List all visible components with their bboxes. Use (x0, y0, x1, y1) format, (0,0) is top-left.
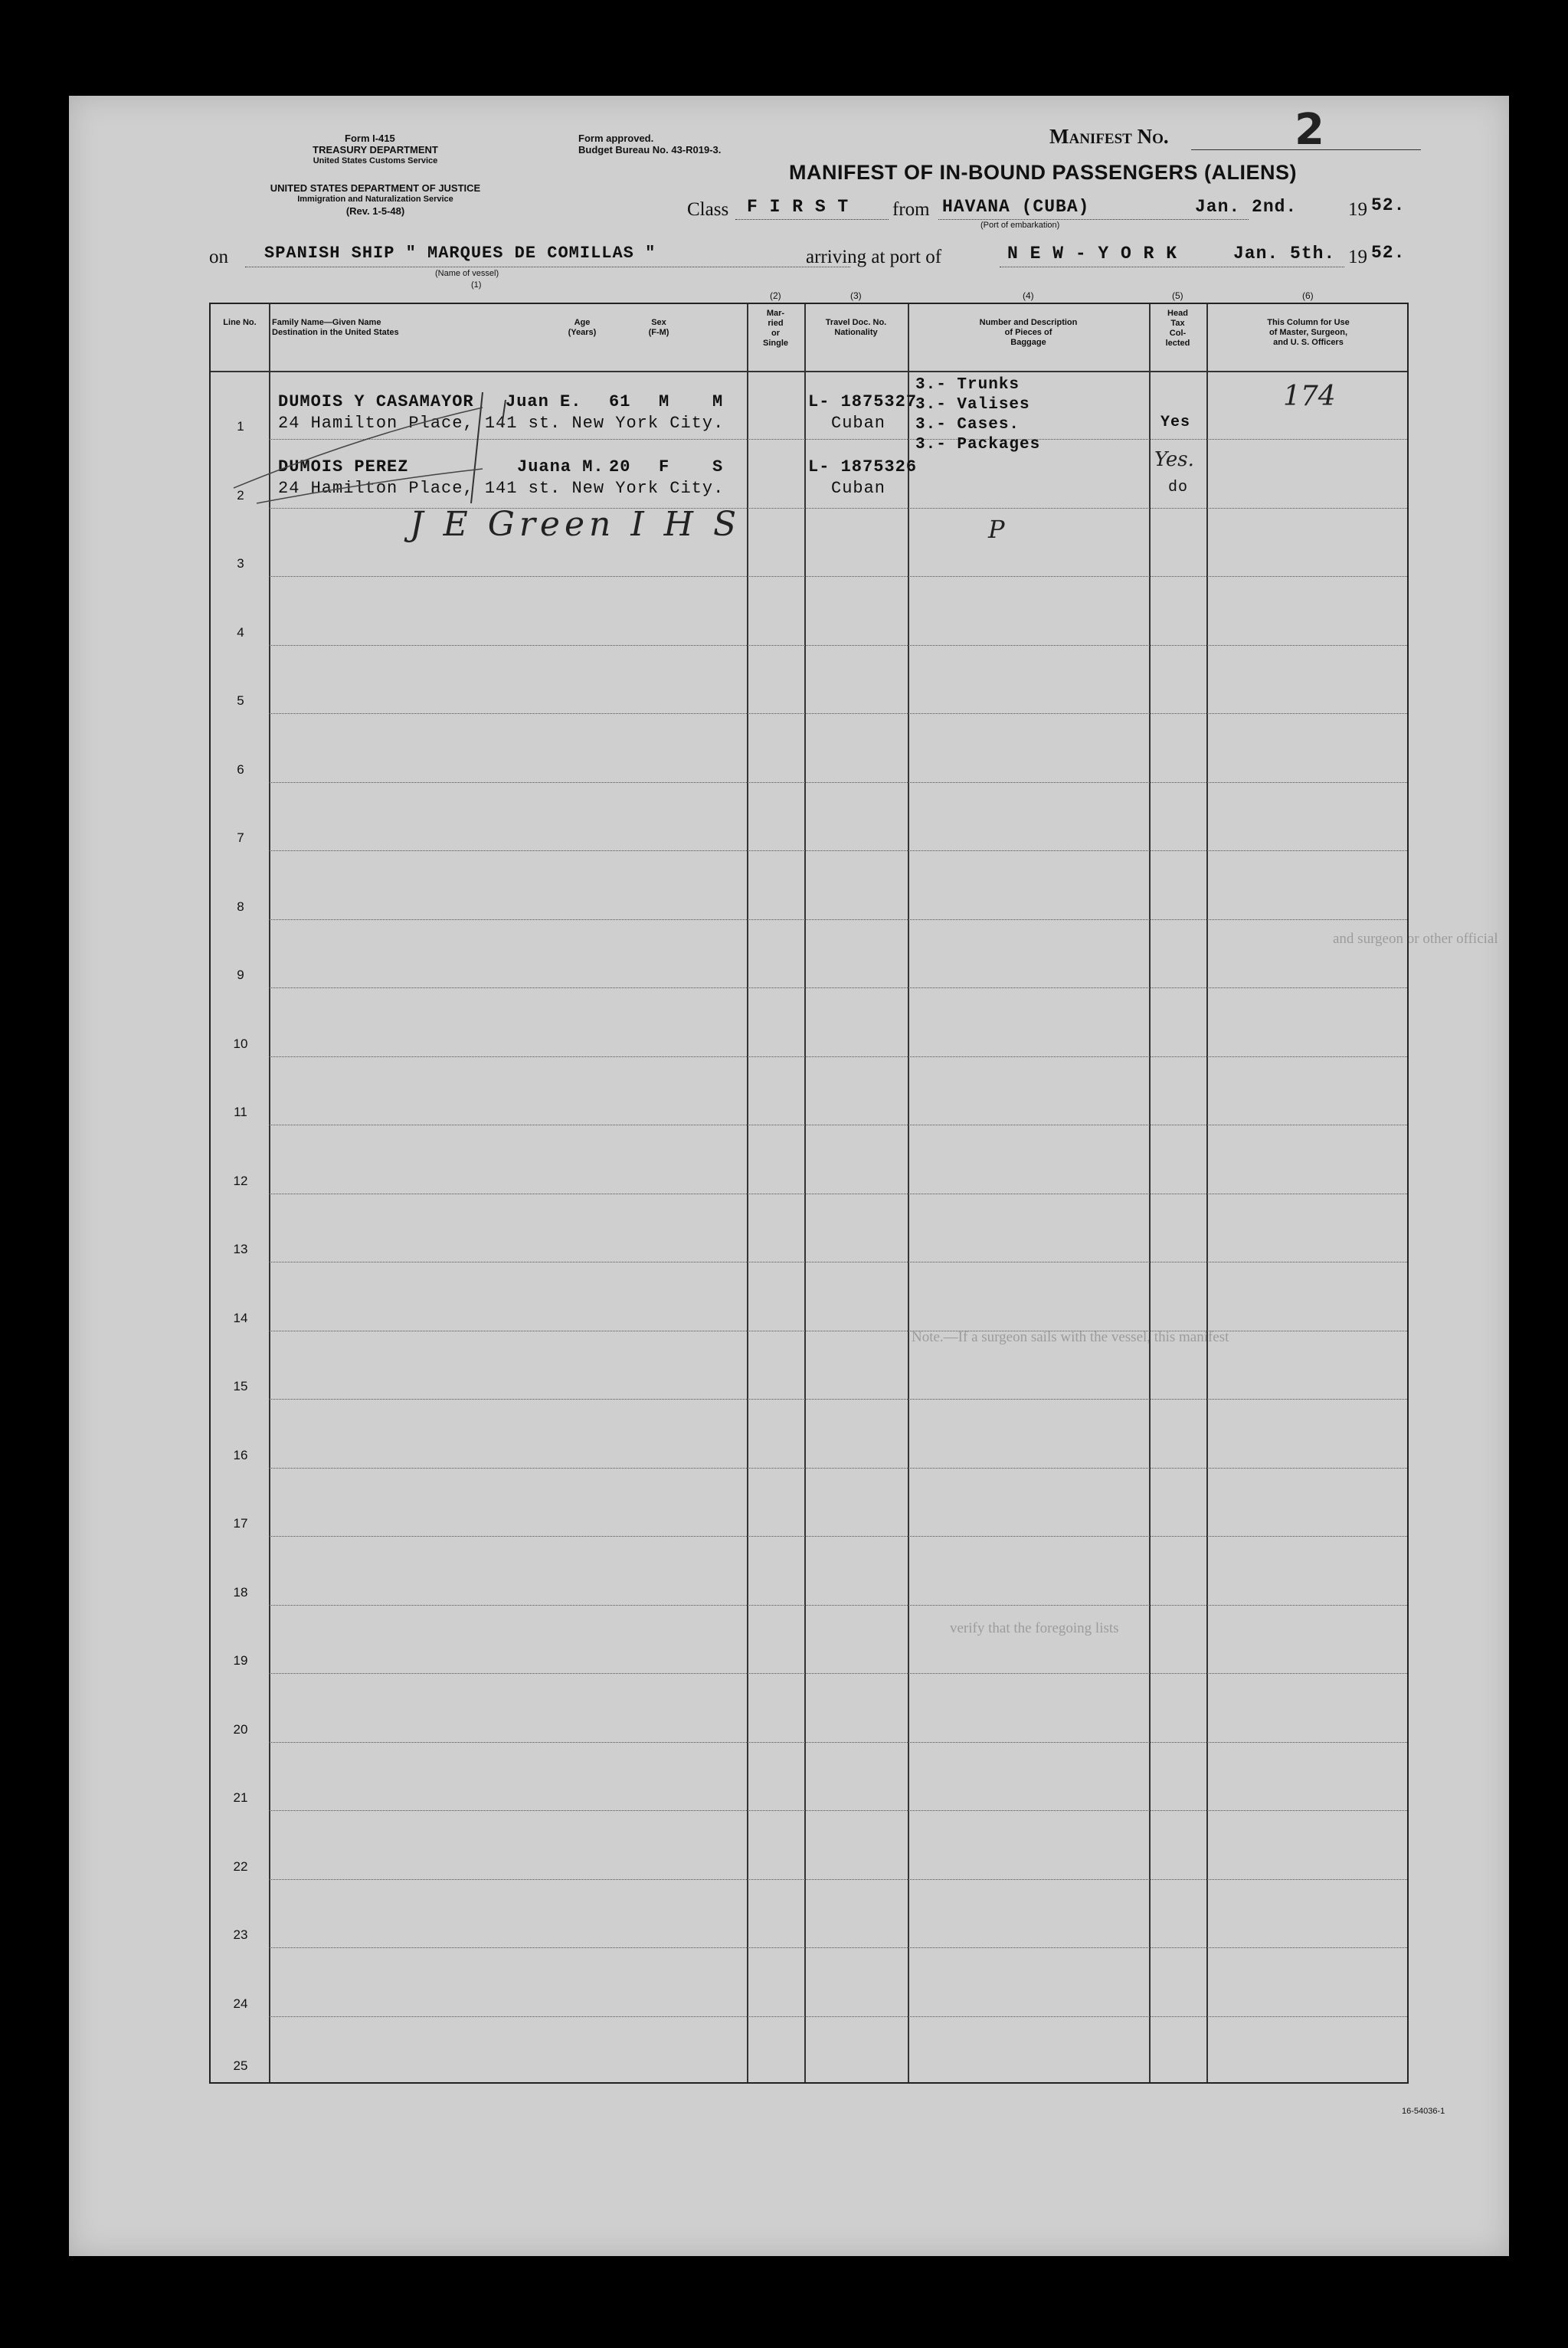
header-baggage: Number and Description of Pieces of Baggage (979, 318, 1078, 347)
class-underline (735, 219, 889, 220)
line-number: 4 (237, 625, 244, 640)
row-divider (269, 919, 1407, 920)
line-number: 9 (237, 968, 244, 982)
passenger-married: M (712, 392, 724, 411)
header-line-no: Line No. (223, 318, 257, 327)
passenger-doc-no: L- 1875327 (808, 392, 918, 411)
class-label: Class (687, 199, 729, 220)
form-approved: Form approved. (578, 133, 654, 144)
baggage-item: 3.- Packages (915, 436, 1041, 454)
passenger-nationality: Cuban (831, 414, 886, 433)
inspector-mark: P (988, 515, 1005, 544)
manifest-title: MANIFEST OF IN-BOUND PASSENGERS (ALIENS) (789, 161, 1298, 184)
col-number: (3) (850, 290, 862, 301)
class-value: F I R S T (747, 197, 849, 217)
passenger-age: 61 (609, 392, 631, 411)
year-arr: 52. (1371, 243, 1406, 263)
passenger-sex: M (659, 392, 670, 411)
handwritten-strokes (134, 304, 1334, 611)
baggage-item: 3.- Valises (915, 396, 1030, 414)
passenger-age: 20 (609, 457, 631, 476)
bleed-through-text: verify that the foregoing lists (950, 1620, 1119, 1636)
inspector-signature: J E Green I H S (410, 505, 741, 544)
line-number: 10 (233, 1036, 248, 1051)
customs-service: United States Customs Service (313, 156, 438, 165)
baggage-item: 3.- Cases. (915, 416, 1020, 434)
head-tax-collected: Yes (1160, 414, 1191, 431)
row-divider (269, 713, 1407, 714)
departure-date: Jan. 2nd. (1195, 197, 1298, 217)
row-divider (269, 987, 1407, 988)
arrival-port: N E W - Y O R K (1007, 244, 1178, 264)
on-label: on (209, 247, 228, 267)
col-number: (2) (770, 290, 781, 301)
arriving-label: arriving at port of (806, 247, 942, 267)
row-divider (269, 1810, 1407, 1811)
year-from: 52. (1371, 195, 1406, 215)
passenger-family-name: DUMOIS Y CASAMAYOR (278, 392, 474, 411)
header-married: Mar- ried or Single (762, 309, 788, 348)
col-number: (4) (1023, 290, 1034, 301)
arrival-date: Jan. 5th. (1233, 244, 1336, 264)
row-divider (269, 1879, 1407, 1880)
row-divider (269, 850, 1407, 851)
head-tax-handwritten: Yes. (1154, 448, 1194, 471)
line-number: 14 (233, 1311, 248, 1325)
line-number: 7 (237, 830, 244, 845)
line-number: 2 (237, 488, 244, 503)
manifest-no-label: Manifest No. (1049, 125, 1169, 148)
vessel-caption: (Name of vessel) (435, 269, 499, 278)
from-underline (938, 219, 1249, 220)
line-number: 15 (233, 1379, 248, 1393)
line-number: 6 (237, 762, 244, 777)
head-tax-collected: do (1168, 479, 1189, 496)
row-divider (269, 2016, 1407, 2017)
form-number: Form I-415 (345, 133, 395, 144)
officer-note: 174 (1283, 381, 1336, 412)
row-divider (269, 1468, 1407, 1469)
line-number: 25 (233, 2058, 248, 2073)
line-number: 8 (237, 899, 244, 914)
header-travel-doc: Travel Doc. No. Nationality (825, 318, 887, 337)
baggage-item: 3.- Trunks (915, 376, 1020, 394)
row-divider (269, 1947, 1407, 1948)
passenger-destination: 24 Hamilton Place, 141 st. New York City. (278, 414, 725, 433)
budget-bureau: Budget Bureau No. 43-R019-3. (578, 144, 722, 156)
line-number: 21 (233, 1790, 248, 1805)
manifest-number: 2 (1295, 105, 1324, 155)
line-number: 23 (233, 1927, 248, 1942)
header-sex: Sex (F-M) (648, 318, 669, 337)
embark-port: HAVANA (CUBA) (942, 197, 1090, 217)
row-divider (269, 1742, 1407, 1743)
passenger-sex: F (659, 457, 670, 476)
line-number: 1 (237, 419, 244, 434)
col-number: (6) (1302, 290, 1314, 301)
treasury-dept: TREASURY DEPARTMENT (313, 144, 438, 156)
passenger-nationality: Cuban (831, 479, 886, 498)
line-number: 19 (233, 1653, 248, 1668)
line-number: 3 (237, 556, 244, 571)
ins-service: Immigration and Naturalization Service (297, 195, 453, 204)
passenger-destination: 24 Hamilton Place, 141 st. New York City. (278, 479, 725, 498)
port-embark-caption: (Port of embarkation) (980, 221, 1060, 230)
bleed-through-text: Note.—If a surgeon sails with the vessel, this manifest (912, 1329, 1229, 1345)
row-divider (269, 1056, 1407, 1057)
passenger-doc-no: L- 1875326 (808, 457, 918, 476)
line-number: 5 (237, 693, 244, 708)
row-divider (269, 1399, 1407, 1400)
line-number: 20 (233, 1722, 248, 1737)
row-divider (269, 1536, 1407, 1537)
line-number: 18 (233, 1585, 248, 1600)
passenger-given-name: Juana M. (517, 457, 604, 476)
line-number: 13 (233, 1242, 248, 1256)
line-number: 12 (233, 1174, 248, 1188)
row-divider (269, 645, 1407, 646)
passenger-given-name: Juan E. (506, 392, 582, 411)
manifest-sheet (69, 96, 1509, 2256)
col-number: (5) (1172, 290, 1183, 301)
line-number: 24 (233, 1996, 248, 2011)
footer-code: 16-54036-1 (1402, 2107, 1445, 2116)
line-number: 16 (233, 1448, 248, 1462)
line-number: 11 (234, 1105, 247, 1119)
vessel-name: SPANISH SHIP " MARQUES DE COMILLAS " (264, 244, 656, 263)
header-name-destination: Family Name—Given Name Destination in the United States (272, 318, 399, 337)
row-divider (269, 1605, 1407, 1606)
passenger-married: S (712, 457, 724, 476)
header-officers: This Column for Use of Master, Surgeon, and U. S. Officers (1267, 318, 1350, 347)
passenger-family-name: DUMOIS PEREZ (278, 457, 409, 476)
row-divider (269, 1673, 1407, 1674)
form-revision: (Rev. 1-5-48) (345, 205, 405, 217)
line-number: 17 (233, 1516, 248, 1531)
bleed-through-text: and surgeon or other official (1333, 931, 1498, 947)
year-from-prefix: 19 (1348, 199, 1367, 220)
header-head-tax: Head Tax Col- lected (1165, 309, 1190, 348)
year-arr-prefix: 19 (1348, 247, 1367, 267)
passenger-table (209, 290, 1409, 2084)
from-label: from (892, 199, 930, 220)
justice-dept: UNITED STATES DEPARTMENT OF JUSTICE (270, 182, 481, 194)
vessel-caption-num: (1) (471, 280, 482, 290)
row-divider (269, 782, 1407, 783)
line-number: 22 (233, 1859, 248, 1874)
header-age: Age (Years) (568, 318, 597, 337)
